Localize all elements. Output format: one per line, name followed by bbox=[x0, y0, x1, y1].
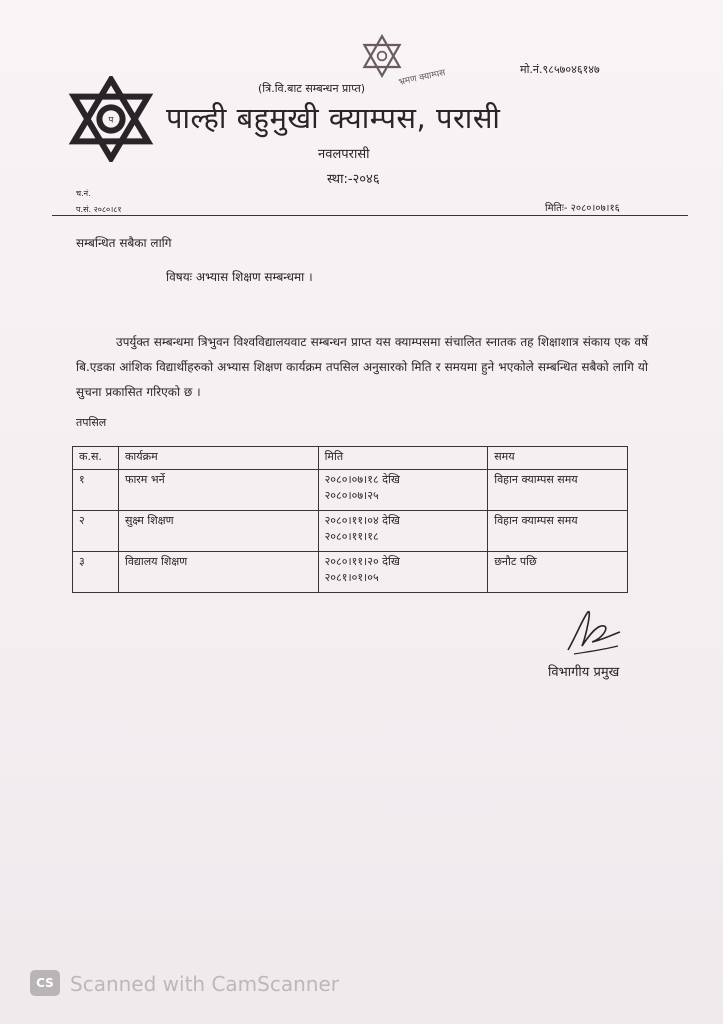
cell-program: सुक्ष्म शिक्षण bbox=[118, 511, 318, 552]
notice-paragraph: उपर्युक्त सम्बन्धमा त्रिभुवन विश्वविद्यालयवाट सम्बन्धन प्राप्त यस क्याम्पसमा संचालित स्नातक तह शिक्षाशात्र संकाय एक वर्षे बि.एडका आंशिक विद्यार्थीहरुको अभ्यास शिक्षण कार्यक्रम तपसिल अनुसारको मिति र समयमा हुने भएकोले सम्बन्धित सबैको लागि यो सुचना प्रकासित गरिएको छ । bbox=[76, 335, 648, 399]
cell-sn: १ bbox=[73, 470, 119, 511]
date-to: २०८०।०७।२५ bbox=[324, 489, 379, 502]
header-program: कार्यक्रम bbox=[118, 447, 318, 470]
header-time: समय bbox=[488, 447, 628, 470]
signature-icon bbox=[562, 606, 626, 662]
reference-block bbox=[76, 186, 122, 218]
date-to: २०८१।०१।०५ bbox=[324, 571, 379, 584]
cell-sn: २ bbox=[73, 511, 119, 552]
cell-date bbox=[318, 552, 488, 593]
header-sn: क.स. bbox=[73, 447, 119, 470]
cell-time: विहान क्याम्पस समय bbox=[488, 511, 628, 552]
cell-time: विहान क्याम्पस समय bbox=[488, 470, 628, 511]
details-label: तपसिल bbox=[76, 416, 107, 429]
schedule-table bbox=[72, 446, 628, 593]
affiliation-text: (त्रि.वि.बाट सम्बन्धन प्राप्त) bbox=[258, 82, 366, 95]
addressee: सम्बन्धित सबैका लागि bbox=[76, 236, 172, 250]
table-row bbox=[73, 552, 628, 593]
subject-line: विषयः अभ्यास शिक्षण सम्बन्धमा । bbox=[166, 270, 313, 284]
phone-number: मो.नं.९८५७०४६१४७ bbox=[520, 63, 600, 76]
district-name: नवलपरासी bbox=[318, 147, 370, 162]
cell-date bbox=[318, 470, 488, 511]
college-name: पाल्ही बहुमुखी क्याम्पस, परासी bbox=[166, 101, 501, 135]
letter-date: मितिः- २०८०।०७।१६ bbox=[545, 203, 620, 214]
cell-date bbox=[318, 511, 488, 552]
established-year: स्था:-२०४६ bbox=[327, 172, 380, 187]
cell-time: छनौट पछि bbox=[488, 552, 628, 593]
date-to: २०८०।११।१८ bbox=[324, 530, 379, 543]
cell-program: विद्यालय शिक्षण bbox=[118, 552, 318, 593]
table-row bbox=[73, 511, 628, 552]
date-from: २०८०।११।०४ देखि bbox=[324, 514, 400, 527]
table-row bbox=[73, 470, 628, 511]
college-emblem-icon bbox=[68, 76, 154, 162]
cell-sn: ३ bbox=[73, 552, 119, 593]
scanner-watermark: Scanned with CamScanner bbox=[70, 972, 339, 996]
header-date: मिति bbox=[318, 447, 488, 470]
camscanner-logo-icon: CS bbox=[30, 970, 60, 996]
cell-program: फारम भर्ने bbox=[118, 470, 318, 511]
signatory-title: विभागीय प्रमुख bbox=[548, 665, 620, 680]
pa-sa-number: प.सं. २०८०।८१ bbox=[76, 205, 122, 214]
table-header-row bbox=[73, 447, 628, 470]
stamp-text: भ्रमण क्याम्पस bbox=[397, 68, 447, 88]
cha-number: च.नं. bbox=[76, 189, 91, 198]
header-divider bbox=[52, 215, 688, 216]
date-from: २०८०।११।२० देखि bbox=[324, 555, 400, 568]
svg-text:प: प bbox=[108, 115, 114, 126]
stamp-star-icon bbox=[360, 34, 404, 78]
date-from: २०८०।०७।१८ देखि bbox=[324, 473, 400, 486]
